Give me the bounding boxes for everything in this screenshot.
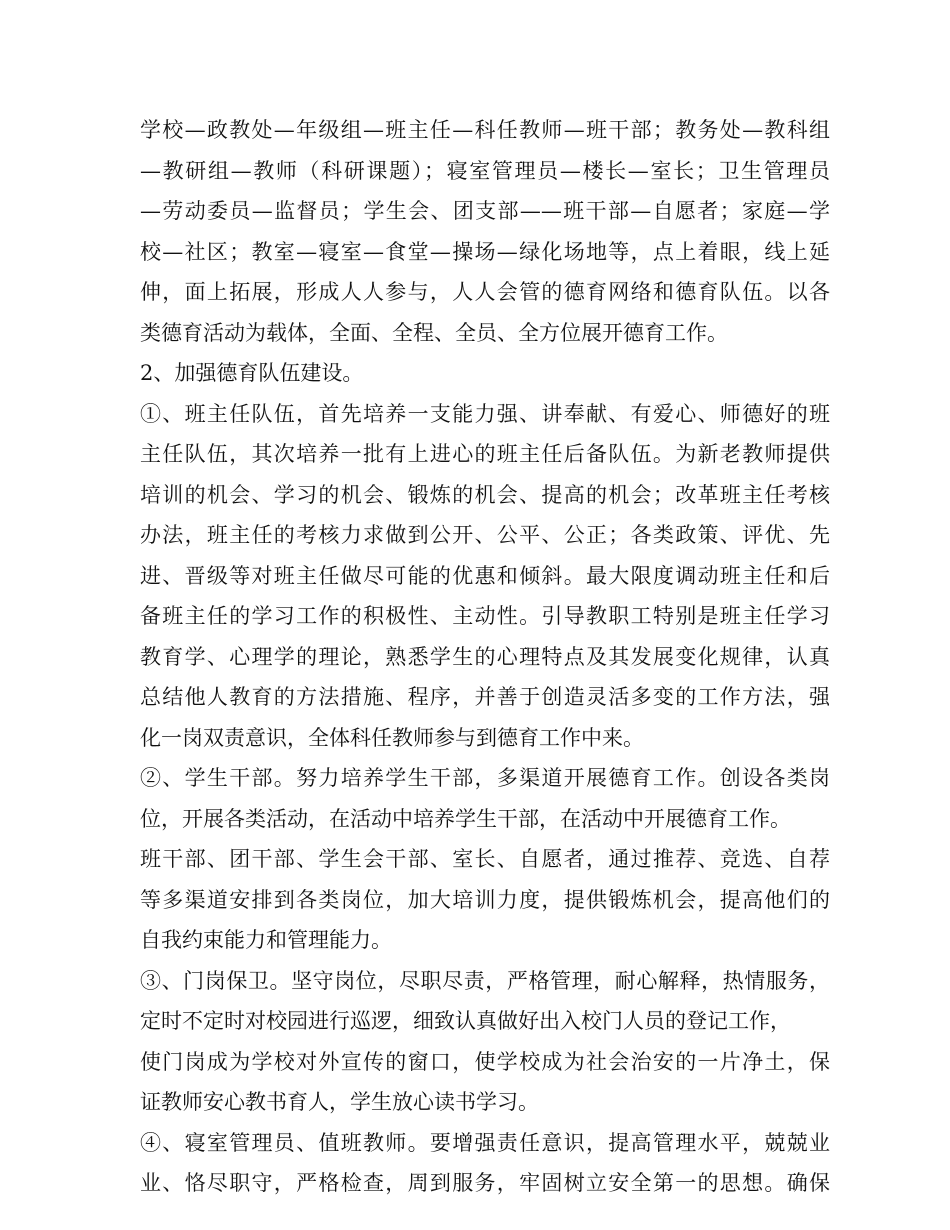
text-line: 进、晋级等对班主任做尽可能的优惠和倾斜。最大限度调动班主任和后 (140, 563, 830, 588)
text-line: 类德育活动为载体，全面、全程、全员、全方位展开德育工作。 (140, 320, 728, 345)
text-line: 教育学、心理学的理论，熟悉学生的心理特点及其发展变化规律，认真 (140, 644, 830, 669)
text-line: 伸，面上拓展，形成人人参与，人人会管的德育网络和德育队伍。以各 (140, 280, 830, 304)
text-line: 学校—政教处—年级组—班主任—科任教师—班干部；教务处—教科组 (140, 118, 830, 142)
text-line: 等多渠道安排到各类岗位，加大培训力度，提供锻炼机会，提高他们的 (140, 887, 830, 912)
text-line: 化一岗双责意识，全体科任教师参与到德育工作中来。 (140, 725, 644, 750)
text-line: 证教师安心教书育人，学生放心读书学习。 (140, 1090, 539, 1114)
text-line: 自我约束能力和管理能力。 (140, 928, 392, 952)
text-line: ①、班主任队伍，首先培养一支能力强、讲奉献、有爱心、师德好的班 (140, 401, 830, 426)
text-line: —劳动委员—监督员；学生会、团支部——班干部—自愿者；家庭—学 (140, 199, 830, 223)
text-line: —教研组—教师（科研课题）；寝室管理员—楼长—室长；卫生管理员 (140, 158, 830, 183)
text-line: ③、门岗保卫。坚守岗位，尽职尽责，严格管理，耐心解释，热情服务， (140, 968, 830, 993)
section-heading: 2、加强德育队伍建设。 (140, 361, 364, 385)
text-line: ④、寝室管理员、值班教师。要增强责任意识，提高管理水平，兢兢业 (140, 1130, 830, 1155)
text-line: 备班主任的学习工作的积极性、主动性。引导教职工特别是班主任学习 (140, 604, 830, 628)
body-text (140, 110, 830, 1204)
text-line: 校—社区；教室—寝室—食堂—操场—绿化场地等，点上着眼，线上延 (140, 239, 830, 264)
text-line: 使门岗成为学校对外宣传的窗口，使学校成为社会治安的一片净土，保 (140, 1049, 830, 1074)
text-line: 业、恪尽职守，严格检查，周到服务，牢固树立安全第一的思想。确保 (140, 1171, 830, 1195)
text-line: 办法，班主任的考核力求做到公开、公平、公正；各类政策、评优、先 (140, 523, 830, 547)
text-line: 位，开展各类活动，在活动中培养学生干部，在活动中开展德育工作。 (140, 806, 791, 831)
text-line: 班干部、团干部、学生会干部、室长、自愿者，通过推荐、竞选、自荐 (140, 847, 830, 871)
text-line: ②、学生干部。努力培养学生干部，多渠道开展德育工作。创设各类岗 (140, 766, 830, 790)
text-line: 总结他人教育的方法措施、程序，并善于创造灵活多变的工作方法，强 (140, 685, 830, 709)
text-line: 培训的机会、学习的机会、锻炼的机会、提高的机会；改革班主任考核 (140, 482, 830, 507)
text-line: 主任队伍，其次培养一批有上进心的班主任后备队伍。为新老教师提供 (140, 442, 830, 466)
text-line: 定时不定时对校园进行巡逻，细致认真做好出入校门人员的登记工作， (140, 1009, 791, 1033)
